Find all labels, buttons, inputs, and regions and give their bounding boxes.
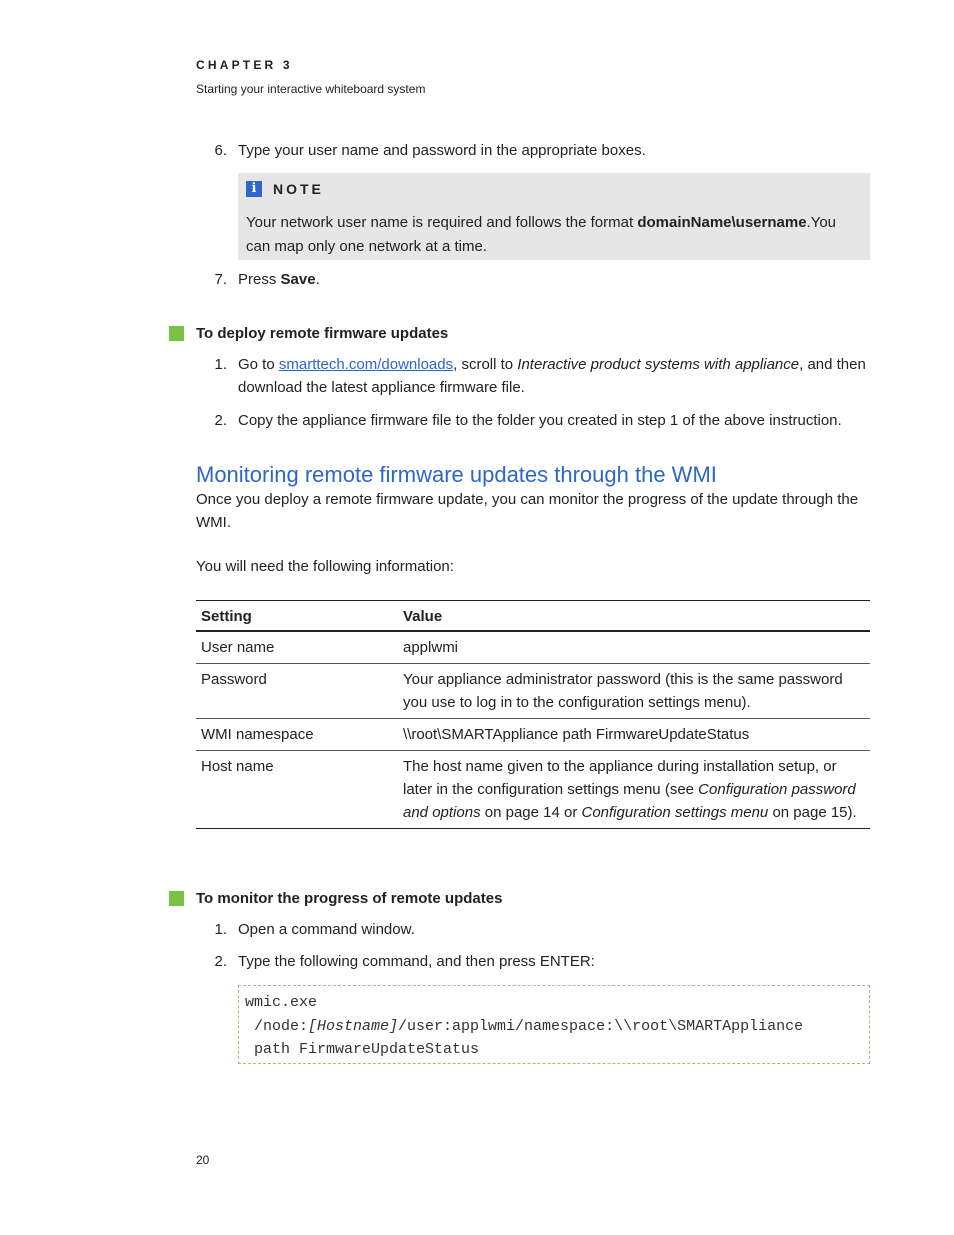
- procedure-title: To monitor the progress of remote updates: [196, 890, 503, 907]
- section-heading: Monitoring remote firmware updates through the WMI: [196, 462, 717, 487]
- table-row: [196, 664, 870, 719]
- step-number: 1.: [214, 356, 227, 373]
- step-number: 2.: [214, 953, 227, 970]
- step-text: Open a command window.: [238, 921, 415, 938]
- step-number: 6.: [214, 142, 227, 159]
- step-text: Copy the appliance firmware file to the folder you created in step 1 of the above instruction.: [238, 412, 842, 429]
- table-row: [196, 751, 870, 829]
- section-need-text: You will need the following information:: [196, 558, 454, 575]
- chapter-subtitle: Starting your interactive whiteboard system: [196, 82, 426, 96]
- value-cell: applwmi: [403, 639, 459, 656]
- info-icon: i: [246, 181, 262, 197]
- code-line: path FirmwareUpdateStatus: [245, 1041, 480, 1058]
- downloads-link[interactable]: smarttech.com/downloads: [278, 356, 454, 373]
- procedure-square-icon: [169, 891, 184, 906]
- value-cell: Your appliance administrator password (this is the same password you use to log in to the configuration settings menu).: [403, 671, 843, 711]
- chapter-label: CHAPTER 3: [196, 58, 293, 72]
- page-number: 20: [196, 1153, 210, 1167]
- table-row: [196, 719, 870, 751]
- column-header-setting: Setting: [201, 608, 252, 625]
- section-intro: Once you deploy a remote firmware update, you can monitor the progress of the update through the WMI.: [196, 491, 859, 531]
- setting-cell: Host name: [201, 758, 274, 775]
- table-header-row: [196, 601, 870, 632]
- code-line: wmic.exe: [245, 994, 318, 1011]
- note-title: NOTE: [273, 181, 324, 197]
- step-text: Type your user name and password in the appropriate boxes.: [238, 142, 646, 159]
- step-text: Type the following command, and then press ENTER:: [238, 953, 595, 970]
- step-number: 7.: [214, 271, 227, 288]
- procedure-title: To deploy remote firmware updates: [196, 325, 449, 342]
- code-line: /node:[Hostname]/user:applwmi/namespace:\\root\SMARTAppliance: [245, 1018, 804, 1035]
- setting-cell: Password: [201, 671, 267, 688]
- code-block[interactable]: [238, 985, 870, 1064]
- step-number: 2.: [214, 412, 227, 429]
- value-cell: The host name given to the appliance during installation setup, or later in the configuration settings menu (see Configuration password and options on page 14 or Configuration settings menu on page 15).: [403, 758, 857, 821]
- setting-cell: User name: [201, 639, 275, 656]
- step-text: Press Save.: [238, 271, 320, 288]
- step-text: Go to smarttech.com/downloads, scroll to Interactive product systems with appliance, and then download the latest appliance firmware file.: [238, 356, 866, 396]
- note-body: Your network user name is required and follows the format domainName\username.You can map only one network at a time.: [246, 214, 837, 255]
- procedure-square-icon: [169, 326, 184, 341]
- value-cell: \\root\SMARTAppliance path FirmwareUpdateStatus: [403, 726, 750, 743]
- table-row: [196, 631, 870, 664]
- note-box: [238, 173, 870, 260]
- setting-cell: WMI namespace: [201, 726, 314, 743]
- step-number: 1.: [214, 921, 227, 938]
- column-header-value: Value: [403, 608, 443, 625]
- settings-table: [196, 600, 870, 829]
